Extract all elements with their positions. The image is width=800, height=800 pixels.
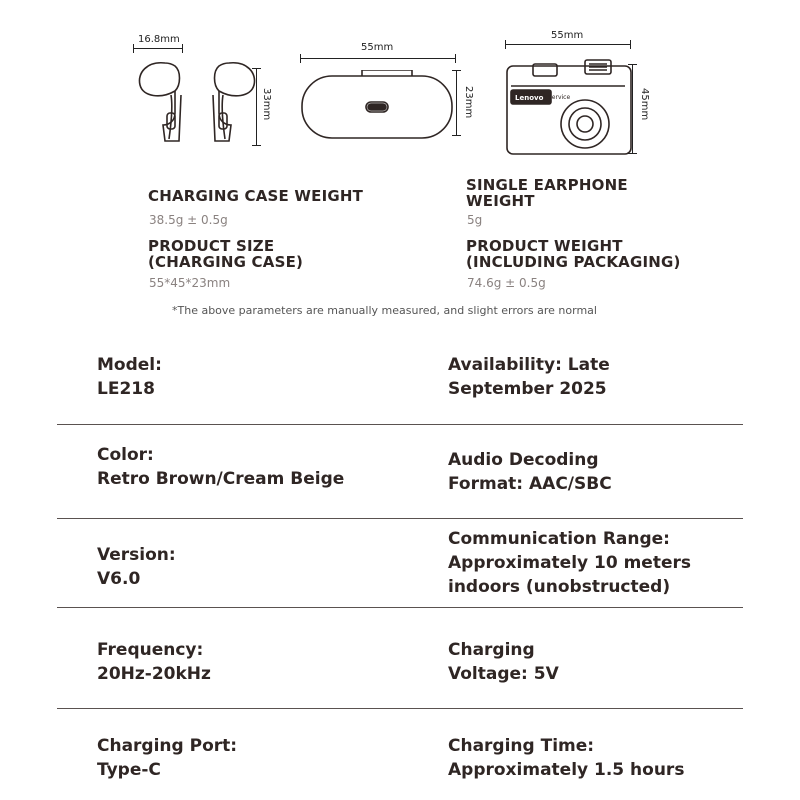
spec-value: Voltage: 5V [448, 664, 559, 684]
spec-cell-availability [448, 353, 610, 401]
product-size-label-1: PRODUCT SIZE [148, 237, 275, 255]
spec-key: Charging Port: [97, 736, 238, 756]
spec-cell-model [97, 353, 162, 401]
product-weight-label-1: PRODUCT WEIGHT [466, 237, 623, 255]
earbud-height-line [256, 68, 257, 146]
spec-value: Format: AAC/SBC [448, 474, 612, 494]
product-size-value: 55*45*23mm [149, 276, 231, 290]
spec-key: Version: [97, 545, 176, 565]
earphone-weight-value: 5g [467, 213, 483, 227]
charging-case-illustration [300, 70, 460, 142]
camera-height-label: 45mm [639, 88, 650, 121]
spec-cell-version [97, 543, 176, 591]
case-width-line [300, 58, 456, 59]
spec-value: V6.0 [97, 569, 141, 589]
spec-key: Color: [97, 445, 154, 465]
spec-key: Charging [448, 640, 535, 660]
earbud-height-label: 33mm [261, 88, 272, 121]
spec-value: Approximately 1.5 hours [448, 760, 685, 780]
measurement-note: *The above parameters are manually measured, and slight errors are normal [172, 304, 597, 317]
spec-value: September 2025 [448, 379, 607, 399]
spec-value: Retro Brown/Cream Beige [97, 469, 345, 489]
product-weight-value: 74.6g ± 0.5g [467, 276, 546, 290]
case-width-label: 55mm [361, 42, 394, 53]
row-divider [57, 424, 743, 425]
camera-case-illustration [505, 52, 635, 156]
row-divider [57, 607, 743, 608]
spec-key: Model: [97, 355, 162, 375]
case-height-line [456, 70, 457, 136]
camera-width-line [505, 44, 631, 45]
spec-value: Approximately 10 meters [448, 553, 691, 573]
earbuds-illustration [125, 55, 265, 155]
spec-cell-charging-port [97, 734, 237, 782]
case-weight-value: 38.5g ± 0.5g [149, 213, 228, 227]
camera-brand-text: Lenovo [515, 94, 544, 102]
camera-label-text: Service [548, 94, 571, 101]
camera-width-label: 55mm [551, 30, 584, 41]
row-divider [57, 708, 743, 709]
spec-key: Charging Time: [448, 736, 595, 756]
spec-value: LE218 [97, 379, 155, 399]
earphone-weight-label-1: SINGLE EARPHONE [466, 176, 628, 194]
earphone-weight-label-2: WEIGHT [466, 192, 535, 210]
row-divider [57, 518, 743, 519]
spec-cell-frequency [97, 638, 211, 686]
spec-cell-charging-voltage [448, 638, 559, 686]
product-size-label-2: (CHARGING CASE) [148, 253, 304, 271]
spec-cell-charging-time [448, 734, 684, 782]
spec-value: Type-C [97, 760, 161, 780]
spec-value-cont: indoors (unobstructed) [448, 577, 671, 597]
camera-height-line [632, 64, 633, 154]
spec-key: Frequency: [97, 640, 204, 660]
earbud-width-label: 16.8mm [138, 34, 180, 45]
spec-key: Audio Decoding [448, 450, 599, 470]
spec-cell-color [97, 443, 344, 491]
spec-value: 20Hz-20kHz [97, 664, 211, 684]
spec-key: Availability: Late [448, 355, 610, 375]
product-weight-label-2: (INCLUDING PACKAGING) [466, 253, 681, 271]
spec-key: Communication Range: [448, 529, 670, 549]
case-height-label: 23mm [463, 86, 474, 119]
spec-cell-communication-range [448, 527, 691, 599]
spec-cell-audio-decoding [448, 448, 612, 496]
case-weight-label: CHARGING CASE WEIGHT [148, 187, 364, 205]
earbud-width-line [133, 48, 183, 49]
